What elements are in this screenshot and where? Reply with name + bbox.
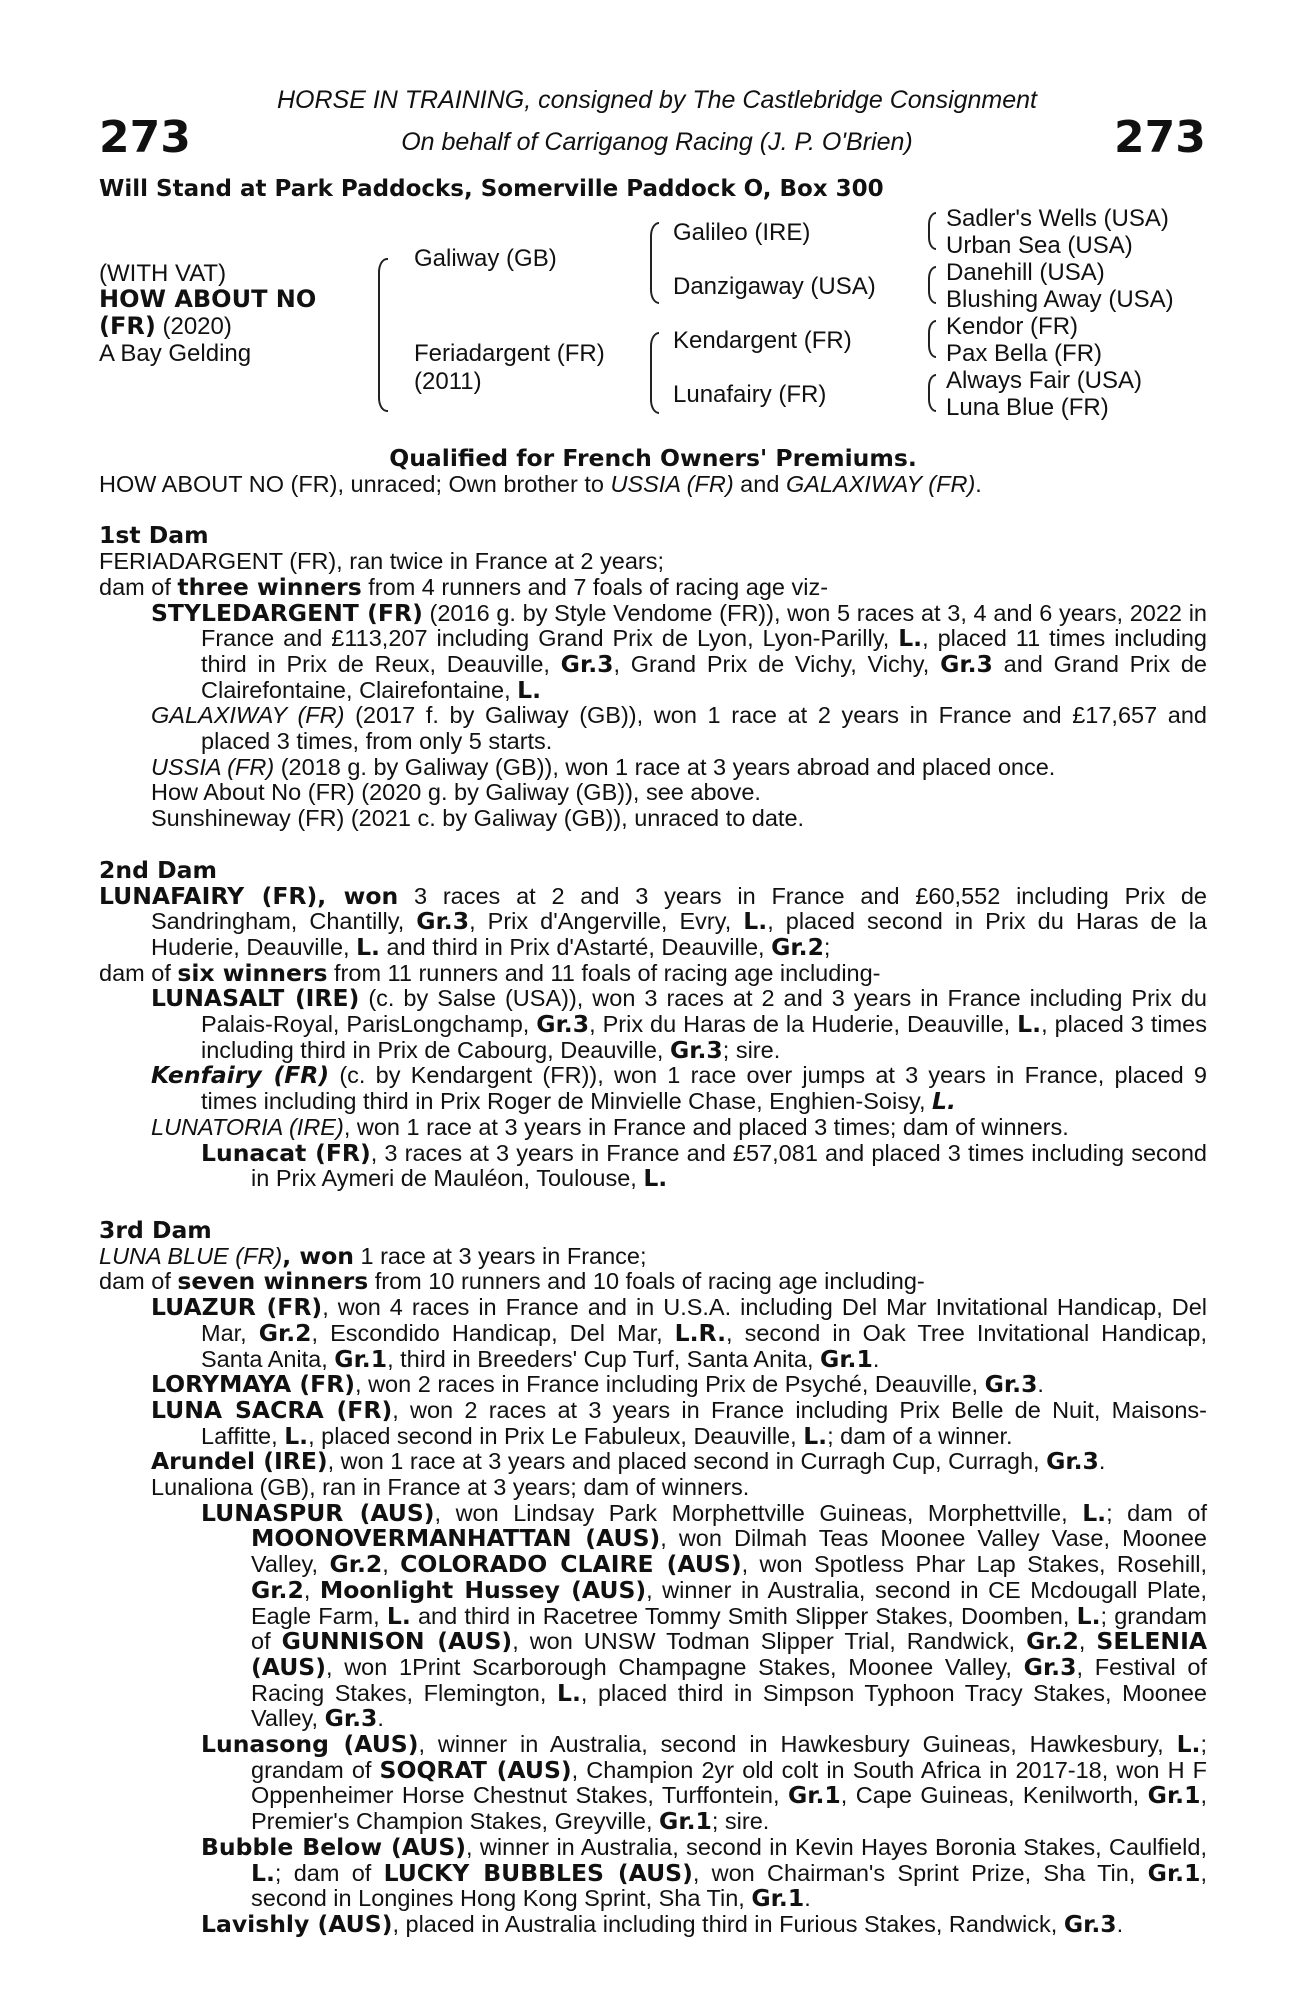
produce-kenfairy: Kenfairy (FR) (c. by Kendargent (FR)), won 1 race over jumps at 3 years in France, placed 9 times including third in Prix Roger de Minvielle Chase, Enghien-Soisy, L. (151, 1061, 1207, 1116)
ggd-2: Blushing Away (USA) (946, 286, 1174, 313)
ggd-1: Urban Sea (USA) (946, 232, 1133, 259)
ggs-4: Always Fair (USA) (946, 367, 1143, 394)
first-dam-produce: dam of three winners from 4 runners and 7 foals of racing age viz- (99, 572, 829, 601)
dam-sire: Kendargent (FR) (673, 327, 852, 354)
vat-label: (WITH VAT) (99, 260, 227, 287)
produce-lorymaya: LORYMAYA (FR), won 2 races in France including Prix de Psyché, Deauville, Gr.3. (151, 1370, 1044, 1399)
third-dam-line: LUNA BLUE (FR), won 1 race at 3 years in France; (99, 1241, 647, 1270)
brace-main (378, 258, 388, 412)
horse-year: (2020) (155, 313, 232, 340)
produce-lavishly: Lavishly (AUS), placed in Australia including third in Furious Stakes, Randwick, Gr.3. (201, 1909, 1124, 1938)
ggs-3: Kendor (FR) (946, 313, 1079, 340)
dam-dam: Lunafairy (FR) (673, 381, 827, 408)
consignment-line: HORSE IN TRAINING, consigned by The Castlebridge Consignment (276, 86, 1038, 114)
stand-line: Will Stand at Park Paddocks, Somerville Paddock O, Box 300 (99, 176, 884, 202)
horse-name: HOW ABOUT NO (99, 285, 317, 313)
second-dam-heading: 2nd Dam (99, 855, 217, 884)
ggd-4: Luna Blue (FR) (946, 394, 1109, 421)
produce-how-about-no: How About No (FR) (2020 g. by Galiway (GB)), see above. (151, 779, 761, 806)
brace-g2 (928, 266, 936, 304)
third-dam-heading: 3rd Dam (99, 1215, 212, 1244)
brace-g3 (928, 320, 936, 358)
dam: Feriadargent (FR) (414, 340, 605, 367)
ggs-2: Danehill (USA) (946, 259, 1105, 286)
produce-bubble-below: Bubble Below (AUS), winner in Australia, second in Kevin Hayes Boronia Stakes, Caulfield, L.; dam of LUCKY BUBBLES (AUS), won Chairman's Sprint Prize, Sha Tin, Gr.1, second in Longines Hong Kong Sprint, Sha Tin, Gr.1. (201, 1832, 1207, 1913)
dam-year: (2011) (414, 368, 482, 395)
produce-ussia: USSIA (FR) (2018 g. by Galiway (GB)), won 1 race at 3 years abroad and placed once. (151, 753, 1056, 780)
second-dam-line: LUNAFAIRY (FR), won 3 races at 2 and 3 years in France and £60,552 including Prix de Sandringham, Chantilly, Gr.3, Prix d'Angerville, Evry, L., placed second in Prix du Haras de la Huderie, Deauville, L. and third in Prix d'Astarté, Deauville, Gr.2; (99, 881, 1207, 961)
produce-lunacat: Lunacat (FR), 3 races at 3 years in France and £57,081 and placed 3 times including second in Prix Aymeri de Mauléon, Toulouse, L. (201, 1138, 1207, 1193)
brace-g4 (928, 374, 936, 412)
horse-name-line2 (99, 313, 232, 340)
produce-galaxiway: GALAXIWAY (FR) (2017 f. by Galiway (GB)), won 1 race at 2 years in France and £17,657 and placed 3 times, from only 5 starts. (151, 702, 1207, 755)
produce-lunasong: Lunasong (AUS), winner in Australia, second in Hawkesbury Guineas, Hawkesbury, L.; grandam of SOQRAT (AUS), Champion 2yr old colt in South Africa in 2017-18, won H F Oppenheimer Horse Chestnut Stakes, Turffontein, Gr.1, Cape Guineas, Kenilworth, Gr.1, Premier's Champion Stakes, Greyville, Gr.1; sire. (201, 1730, 1207, 1836)
produce-arundel: Arundel (IRE), won 1 race at 3 years and placed second in Curragh Cup, Curragh, Gr.3. (151, 1447, 1106, 1476)
sire: Galiway (GB) (414, 245, 557, 272)
produce-styledargent: STYLEDARGENT (FR) (2016 g. by Style Vendome (FR)), won 5 races at 3, 4 and 6 years, 2022 in France and £113,207 including Grand Prix de Lyon, Lyon-Parilly, L., placed 11 times including third in Prix de Reux, Deauville, Gr.3, Grand Prix de Vichy, Vichy, Gr.3 and Grand Prix de Clairefontaine, Clairefontaine, L. (151, 598, 1207, 704)
behalf-line: On behalf of Carriganog Racing (J. P. O'Brien) (401, 128, 913, 156)
sire-dam: Danzigaway (USA) (673, 273, 876, 300)
brace-dam (650, 332, 659, 414)
produce-lunaspur: LUNASPUR (AUS), won Lindsay Park Morphettville Guineas, Morphettville, L.; dam of MOONOVERMANHATTAN (AUS), won Dilmah Teas Moonee Valley Vase, Moonee Valley, Gr.2, COLORADO CLAIRE (AUS), won Spotless Phar Lap Stakes, Rosehill, Gr.2, Moonlight Hussey (AUS), winner in Australia, second in CE Mcdougall Plate, Eagle Farm, L. and third in Racetree Tommy Smith Slipper Stakes, Doomben, L.; grandam of GUNNISON (AUS), won UNSW Todman Slipper Trial, Randwick, Gr.2, SELENIA (AUS), won 1Print Scarborough Champagne Stakes, Moonee Valley, Gr.3, Festival of Racing Stakes, Flemington, L., placed third in Simpson Typhoon Tracy Stakes, Moonee Valley, Gr.3. (201, 1498, 1208, 1733)
intro-line: HOW ABOUT NO (FR), unraced; Own brother to USSIA (FR) and GALAXIWAY (FR). (99, 470, 982, 497)
third-dam-produce: dam of seven winners from 10 runners and 10 foals of racing age including- (99, 1267, 925, 1296)
produce-lunasalt: LUNASALT (IRE) (c. by Salse (USA)), won 3 races at 2 and 3 years in France including Prix du Palais-Royal, ParisLongchamp, Gr.3, Prix du Haras de la Huderie, Deauville, L., placed 3 times including third in Prix de Cabourg, Deauville, Gr.3; sire. (151, 984, 1208, 1064)
ggs-1: Sadler's Wells (USA) (946, 205, 1169, 232)
lot-number-right: 273 (1114, 112, 1206, 163)
produce-luazur: LUAZUR (FR), won 4 races in France and in U.S.A. including Del Mar Invitational Handicap, Del Mar, Gr.2, Escondido Handicap, Del Mar, L.R., second in Oak Tree Invitational Handicap, Santa Anita, Gr.1, third in Breeders' Cup Turf, Santa Anita, Gr.1. (151, 1293, 1207, 1373)
catalogue-body (99, 446, 1207, 1938)
produce-luna-sacra: LUNA SACRA (FR), won 2 races at 3 years in France including Prix Belle de Nuit, Maisons-Laffitte, L., placed second in Prix Le Fabuleux, Deauville, L.; dam of a winner. (151, 1395, 1207, 1450)
first-dam-heading: 1st Dam (99, 521, 209, 550)
ggd-3: Pax Bella (FR) (946, 340, 1103, 367)
produce-sunshineway: Sunshineway (FR) (2021 c. by Galiway (GB)), unraced to date. (151, 805, 805, 832)
brace-sire (650, 222, 659, 304)
brace-g1 (928, 212, 936, 250)
horse-description: A Bay Gelding (99, 340, 252, 367)
sire-sire: Galileo (IRE) (673, 219, 811, 246)
first-dam-line: FERIADARGENT (FR), ran twice in France at 2 years; (99, 548, 665, 575)
lot-number-left: 273 (99, 112, 191, 163)
second-dam-produce: dam of six winners from 11 runners and 11 foals of racing age including- (99, 958, 881, 987)
premium-note: Qualified for French Owners' Premiums. (389, 444, 917, 472)
horse-suffix: (FR) (99, 312, 156, 340)
produce-lunatoria: LUNATORIA (IRE), won 1 race at 3 years in France and placed 3 times; dam of winners. (151, 1113, 1069, 1140)
produce-lunaliona: Lunaliona (GB), ran in France at 3 years; dam of winners. (151, 1474, 750, 1501)
